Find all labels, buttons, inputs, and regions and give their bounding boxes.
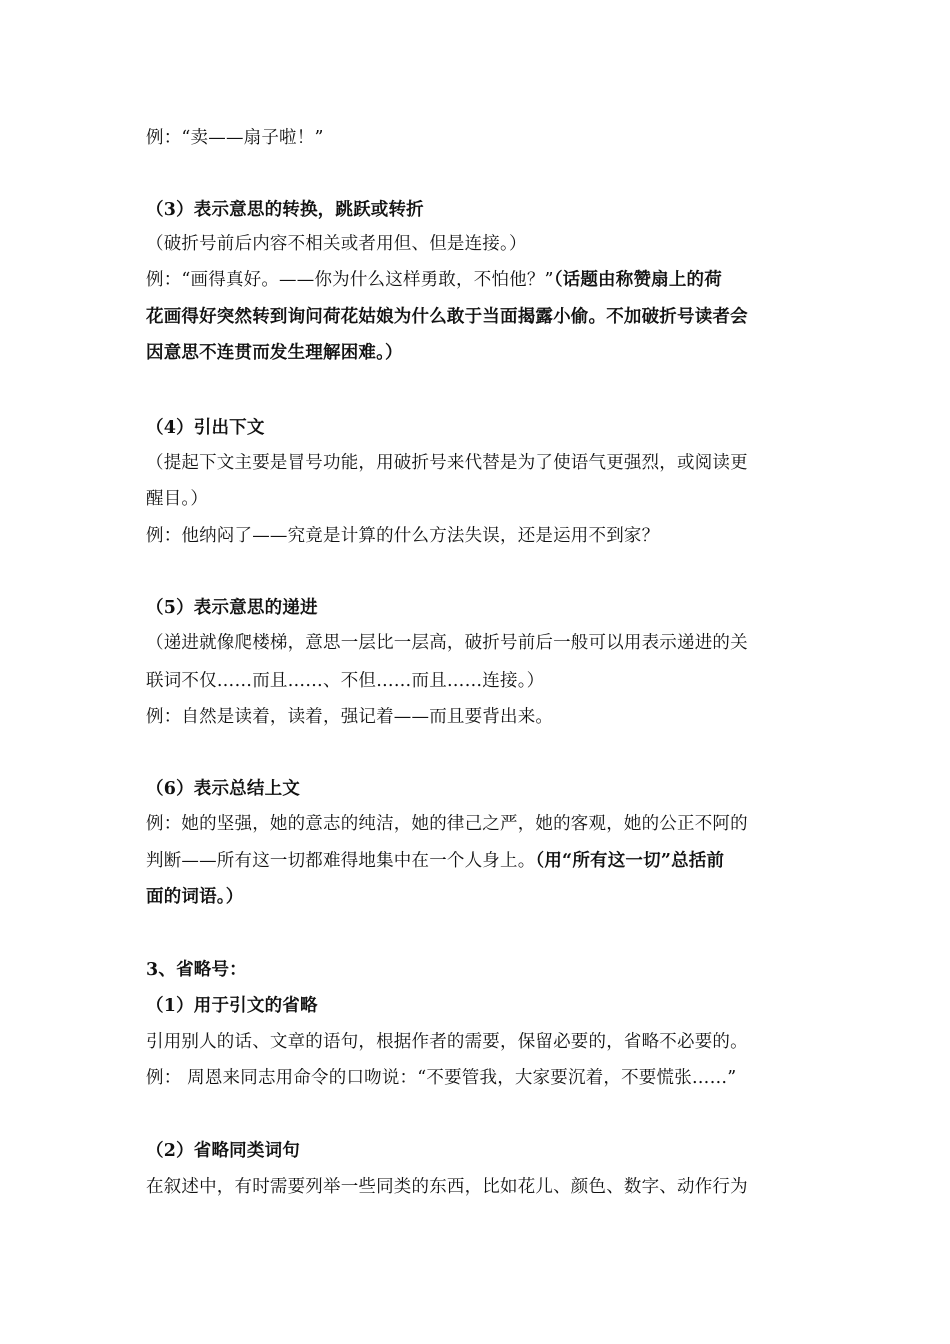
example-line: 例： 周恩来同志用命令的口吻说：“不要管我，大家要沉着，不要慌张……” [146,1068,737,1088]
bold-note: （用“所有这一切”总括前 [535,851,725,871]
section-heading: （2）省略同类词句 [146,1141,300,1161]
example-line: 例：她的坚强，她的意志的纯洁，她的律己之严，她的客观，她的公正不阿的 [146,814,748,834]
example-line [146,272,806,290]
example-text: 判断——所有这一切都难得地集中在一个人身上。 [146,851,536,871]
section-heading: （3）表示意思的转换，跳跃或转折 [146,200,424,220]
section-heading: （1）用于引文的省略 [146,996,318,1016]
bold-note: （话题由称赞扇上的荷 [553,270,722,290]
explanation-line: （递进就像爬楼梯，意思一层比一层高，破折号前后一般可以用表示递进的关 [146,633,748,653]
bold-note-line: 面的词语。） [146,887,244,907]
example-line: 例：自然是读着，读着，强记着——而且要背出来。 [146,707,554,727]
explanation-line: 联词不仅……而且……、不但……而且……连接。） [146,671,545,691]
section-heading: （6）表示总结上文 [146,779,300,799]
example-text: 例：“画得真好。——你为什么这样勇敢，不怕他？” [146,270,554,290]
section-heading: （4）引出下文 [146,418,265,438]
bold-note-line: 因意思不连贯而发生理解困难。） [146,343,403,363]
bold-note-line: 花画得好突然转到询问荷花姑娘为什么敢于当面揭露小偷。不加破折号读者会 [146,307,748,327]
topic-heading: 3、省略号： [146,960,247,980]
section-heading: （5）表示意思的递进 [146,598,318,618]
example-line [146,853,806,871]
explanation-line: 醒目。） [146,489,209,509]
explanation-line: 引用别人的话、文章的语句，根据作者的需要，保留必要的，省略不必要的。 [146,1032,748,1052]
example-line: 例：“卖——扇子啦！” [146,128,324,148]
explanation-line: （提起下文主要是冒号功能，用破折号来代替是为了使语气更强烈，或阅读更 [146,453,748,473]
explanation-line: （破折号前后内容不相关或者用但、但是连接。） [146,234,527,254]
explanation-line: 在叙述中，有时需要列举一些同类的东西，比如花儿、颜色、数字、动作行为 [146,1177,748,1197]
example-line: 例：他纳闷了——究竟是计算的什么方法失误，还是运用不到家？ [146,526,660,546]
